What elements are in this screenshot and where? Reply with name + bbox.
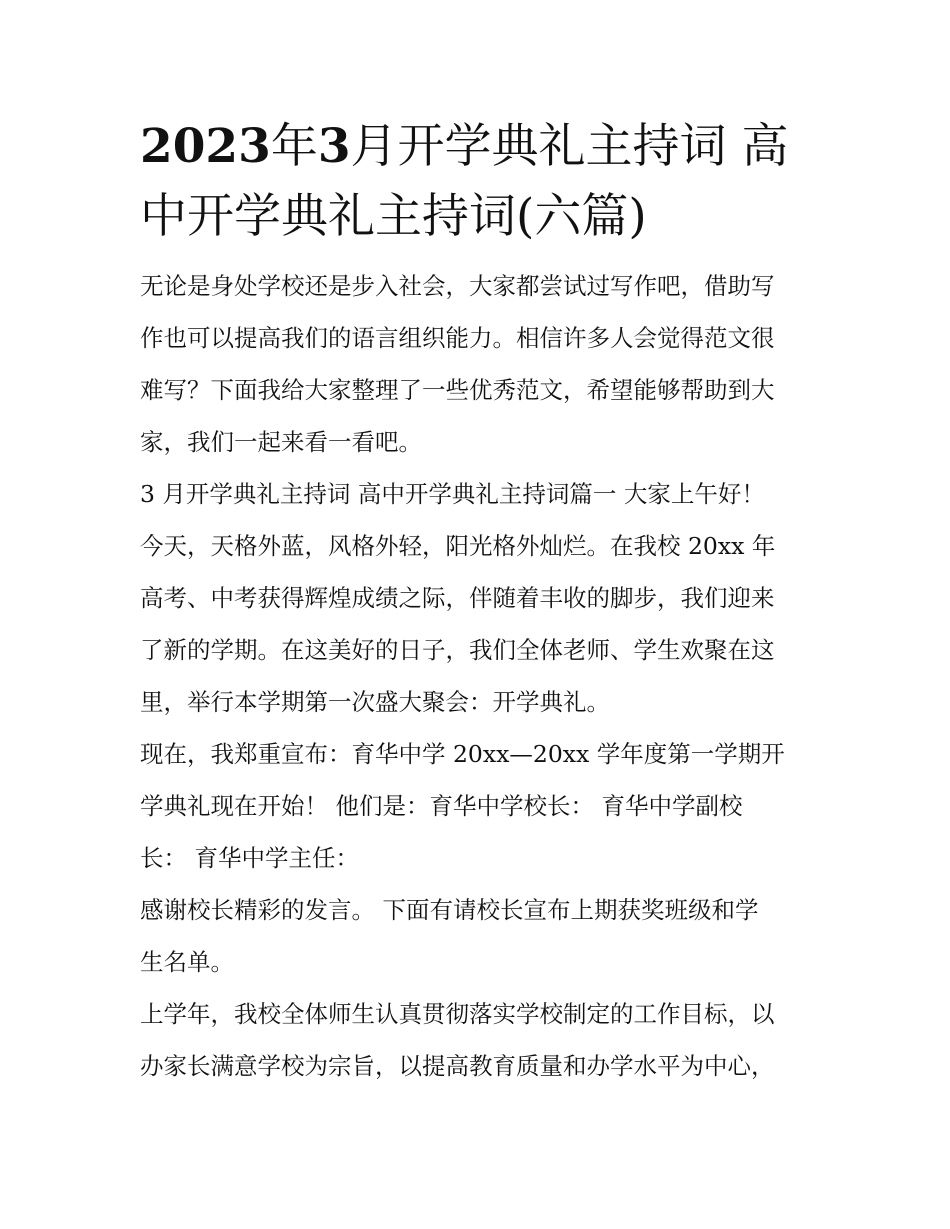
paragraph-review [140, 988, 812, 1092]
paragraph-opening [140, 520, 812, 728]
paragraph-line: 今天，天格外蓝，风格外轻，阳光格外灿烂。在我校 20xx 年 [140, 532, 776, 560]
document-body [140, 260, 812, 1092]
document-title [140, 112, 812, 252]
paragraph-announcement [140, 728, 812, 884]
paragraph-line: 里，举行本学期第一次盛大聚会：开学典礼。 [140, 688, 610, 716]
title-line-1 [140, 112, 812, 182]
title-year-suffix: 年 [270, 119, 318, 174]
paragraph-line: 3 月开学典礼主持词 高中开学典礼主持词篇一 大家上午好！ [140, 480, 765, 508]
paragraph-line: 长： 育华中学主任： [140, 844, 359, 872]
paragraph-line: 无论是身处学校还是步入社会，大家都尝试过写作吧，借助写 [140, 272, 775, 300]
title-line-2: 中开学典礼主持词(六篇) [140, 189, 647, 244]
paragraph-line: 学典礼现在开始！ 他们是：育华中学校长： 育华中学副校 [140, 792, 743, 820]
document-page [140, 112, 812, 1092]
paragraph-thanks [140, 884, 812, 988]
paragraph-intro [140, 260, 812, 468]
paragraph-line: 办家长满意学校为宗旨，以提高教育质量和办学水平为中心， [140, 1052, 775, 1080]
paragraph-line: 难写？下面我给大家整理了一些优秀范文，希望能够帮助到大 [140, 376, 775, 404]
paragraph-line: 高考、中考获得辉煌成绩之际，伴随着丰收的脚步，我们迎来 [140, 584, 775, 612]
paragraph-line: 感谢校长精彩的发言。 下面有请校长宣布上期获奖班级和学 [140, 896, 759, 924]
title-line-1-rest: 月开学典礼主持词 高 [350, 119, 789, 174]
title-month: 3 [317, 119, 351, 174]
paragraph-line: 家，我们一起来看一看吧。 [140, 428, 422, 456]
paragraph-line: 生名单。 [140, 948, 234, 976]
paragraph-line: 了新的学期。在这美好的日子，我们全体老师、学生欢聚在这 [140, 636, 775, 664]
paragraph-line: 作也可以提高我们的语言组织能力。相信许多人会觉得范文很 [140, 324, 775, 352]
paragraph-line: 上学年，我校全体师生认真贯彻落实学校制定的工作目标，以 [140, 1000, 775, 1028]
title-year: 2023 [140, 119, 271, 174]
paragraph-line: 现在，我郑重宣布：育华中学 20xx—20xx 学年度第一学期开 [140, 740, 785, 768]
paragraph-section-heading [140, 468, 812, 520]
